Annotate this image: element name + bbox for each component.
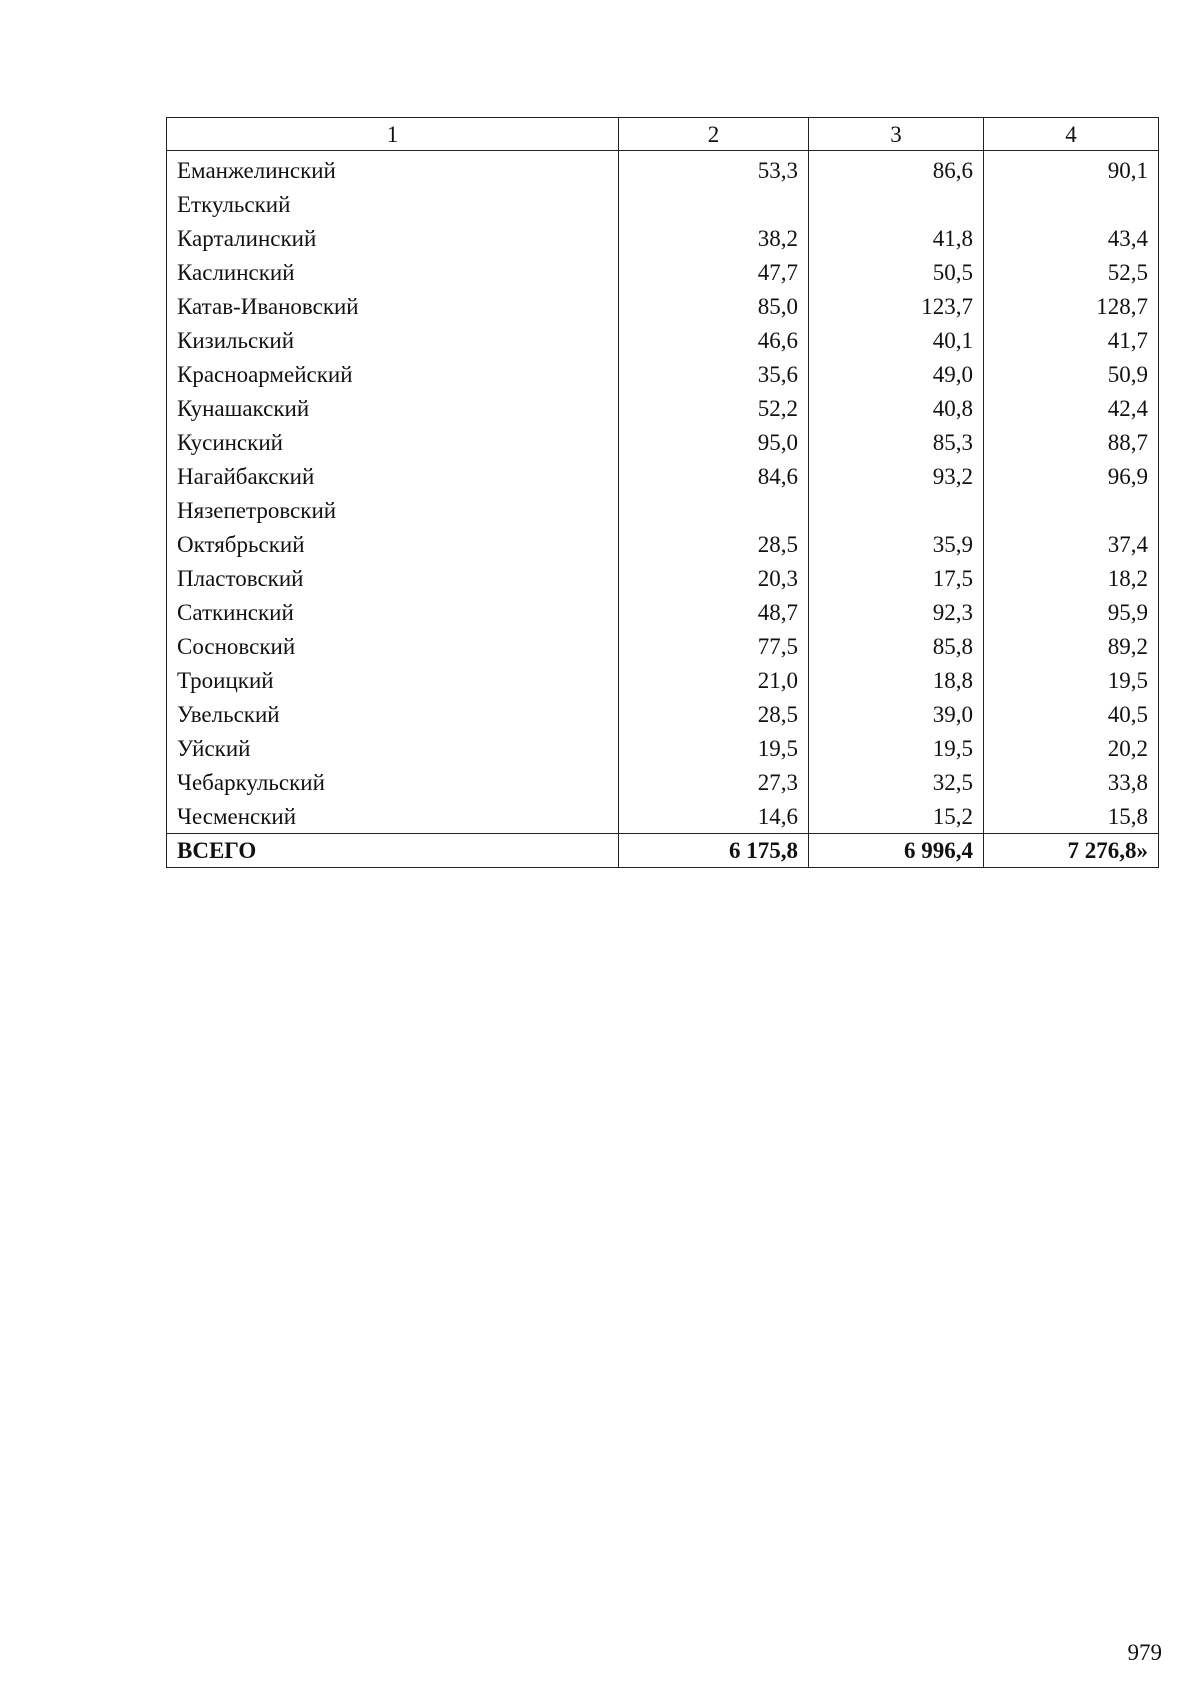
row-col2-cell: 47,7 xyxy=(619,255,809,289)
row-col4-cell: 20,2 xyxy=(984,731,1159,765)
table-footer xyxy=(167,834,1159,868)
row-col2-cell: 21,0 xyxy=(619,663,809,697)
header-cell-col4: 4 xyxy=(984,118,1159,151)
row-col4-cell: 19,5 xyxy=(984,663,1159,697)
total-col2: 6 175,8 xyxy=(619,834,809,868)
table-row xyxy=(167,289,1159,323)
row-col2-cell: 48,7 xyxy=(619,595,809,629)
row-col2-cell: 53,3 xyxy=(619,151,809,188)
row-col4-cell: 50,9 xyxy=(984,357,1159,391)
row-col4-cell: 95,9 xyxy=(984,595,1159,629)
row-col2-cell xyxy=(619,493,809,527)
row-col4-cell: 41,7 xyxy=(984,323,1159,357)
row-col3-cell: 123,7 xyxy=(809,289,984,323)
row-col3-cell: 32,5 xyxy=(809,765,984,799)
row-col2-cell: 46,6 xyxy=(619,323,809,357)
row-name-cell: Увельский xyxy=(167,697,619,731)
row-col2-cell: 77,5 xyxy=(619,629,809,663)
row-col4-cell: 42,4 xyxy=(984,391,1159,425)
row-name-cell: Нязепетровский xyxy=(167,493,619,527)
row-col4-cell: 88,7 xyxy=(984,425,1159,459)
header-cell-col3: 3 xyxy=(809,118,984,151)
row-col2-cell: 14,6 xyxy=(619,799,809,834)
row-col4-cell xyxy=(984,187,1159,221)
row-name-cell: Кусинский xyxy=(167,425,619,459)
header-row xyxy=(167,118,1159,151)
table-row xyxy=(167,527,1159,561)
table-row xyxy=(167,663,1159,697)
row-col2-cell: 28,5 xyxy=(619,527,809,561)
row-col2-cell: 85,0 xyxy=(619,289,809,323)
table-row xyxy=(167,799,1159,834)
row-col3-cell: 41,8 xyxy=(809,221,984,255)
row-col4-cell: 90,1 xyxy=(984,151,1159,188)
row-name-cell: Красноармейский xyxy=(167,357,619,391)
row-name-cell: Катав-Ивановский xyxy=(167,289,619,323)
row-col3-cell: 85,3 xyxy=(809,425,984,459)
table-row xyxy=(167,493,1159,527)
row-col2-cell: 95,0 xyxy=(619,425,809,459)
total-col3: 6 996,4 xyxy=(809,834,984,868)
row-name-cell: Каслинский xyxy=(167,255,619,289)
row-col4-cell: 37,4 xyxy=(984,527,1159,561)
row-name-cell: Саткинский xyxy=(167,595,619,629)
table-row xyxy=(167,629,1159,663)
row-col4-cell: 52,5 xyxy=(984,255,1159,289)
row-name-cell: Нагайбакский xyxy=(167,459,619,493)
row-name-cell: Октябрьский xyxy=(167,527,619,561)
row-name-cell: Пластовский xyxy=(167,561,619,595)
row-col4-cell xyxy=(984,493,1159,527)
row-col4-cell: 96,9 xyxy=(984,459,1159,493)
row-col3-cell xyxy=(809,187,984,221)
row-col2-cell: 38,2 xyxy=(619,221,809,255)
row-col2-cell xyxy=(619,187,809,221)
row-name-cell: Еманжелинский xyxy=(167,151,619,188)
row-col2-cell: 84,6 xyxy=(619,459,809,493)
row-col3-cell: 40,1 xyxy=(809,323,984,357)
table-header xyxy=(167,118,1159,151)
row-col3-cell: 17,5 xyxy=(809,561,984,595)
row-name-cell: Кизильский xyxy=(167,323,619,357)
table-row xyxy=(167,151,1159,188)
table-row xyxy=(167,221,1159,255)
row-col4-cell: 89,2 xyxy=(984,629,1159,663)
table-row xyxy=(167,323,1159,357)
table-row xyxy=(167,187,1159,221)
row-name-cell: Уйский xyxy=(167,731,619,765)
table-row xyxy=(167,765,1159,799)
row-name-cell: Сосновский xyxy=(167,629,619,663)
header-cell-col1: 1 xyxy=(167,118,619,151)
row-name-cell: Чебаркульский xyxy=(167,765,619,799)
row-col3-cell: 40,8 xyxy=(809,391,984,425)
row-col3-cell: 35,9 xyxy=(809,527,984,561)
row-col4-cell: 18,2 xyxy=(984,561,1159,595)
row-col2-cell: 20,3 xyxy=(619,561,809,595)
table-row xyxy=(167,697,1159,731)
row-col2-cell: 52,2 xyxy=(619,391,809,425)
total-col4: 7 276,8» xyxy=(984,834,1159,868)
row-col3-cell: 19,5 xyxy=(809,731,984,765)
row-col4-cell: 40,5 xyxy=(984,697,1159,731)
page-number: 979 xyxy=(1127,1640,1162,1665)
row-col3-cell: 50,5 xyxy=(809,255,984,289)
total-label: ВСЕГО xyxy=(167,834,619,868)
row-col2-cell: 27,3 xyxy=(619,765,809,799)
table-row xyxy=(167,255,1159,289)
row-col3-cell: 49,0 xyxy=(809,357,984,391)
row-col3-cell: 39,0 xyxy=(809,697,984,731)
total-row xyxy=(167,834,1159,868)
data-table xyxy=(166,117,1159,868)
row-name-cell: Карталинский xyxy=(167,221,619,255)
row-name-cell: Кунашакский xyxy=(167,391,619,425)
header-cell-col2: 2 xyxy=(619,118,809,151)
table-row xyxy=(167,595,1159,629)
table-body xyxy=(167,151,1159,834)
table-row xyxy=(167,561,1159,595)
row-col3-cell: 93,2 xyxy=(809,459,984,493)
table-row xyxy=(167,459,1159,493)
row-col4-cell: 43,4 xyxy=(984,221,1159,255)
row-col2-cell: 28,5 xyxy=(619,697,809,731)
row-name-cell: Чесменский xyxy=(167,799,619,834)
row-col2-cell: 19,5 xyxy=(619,731,809,765)
row-col3-cell: 18,8 xyxy=(809,663,984,697)
row-col3-cell: 92,3 xyxy=(809,595,984,629)
row-col3-cell: 15,2 xyxy=(809,799,984,834)
row-col4-cell: 15,8 xyxy=(984,799,1159,834)
row-name-cell: Еткульский xyxy=(167,187,619,221)
row-col3-cell: 86,6 xyxy=(809,151,984,188)
row-col4-cell: 33,8 xyxy=(984,765,1159,799)
row-col2-cell: 35,6 xyxy=(619,357,809,391)
table-row xyxy=(167,731,1159,765)
row-name-cell: Троицкий xyxy=(167,663,619,697)
table-row xyxy=(167,425,1159,459)
row-col4-cell: 128,7 xyxy=(984,289,1159,323)
table-row xyxy=(167,357,1159,391)
table-row xyxy=(167,391,1159,425)
row-col3-cell xyxy=(809,493,984,527)
row-col3-cell: 85,8 xyxy=(809,629,984,663)
